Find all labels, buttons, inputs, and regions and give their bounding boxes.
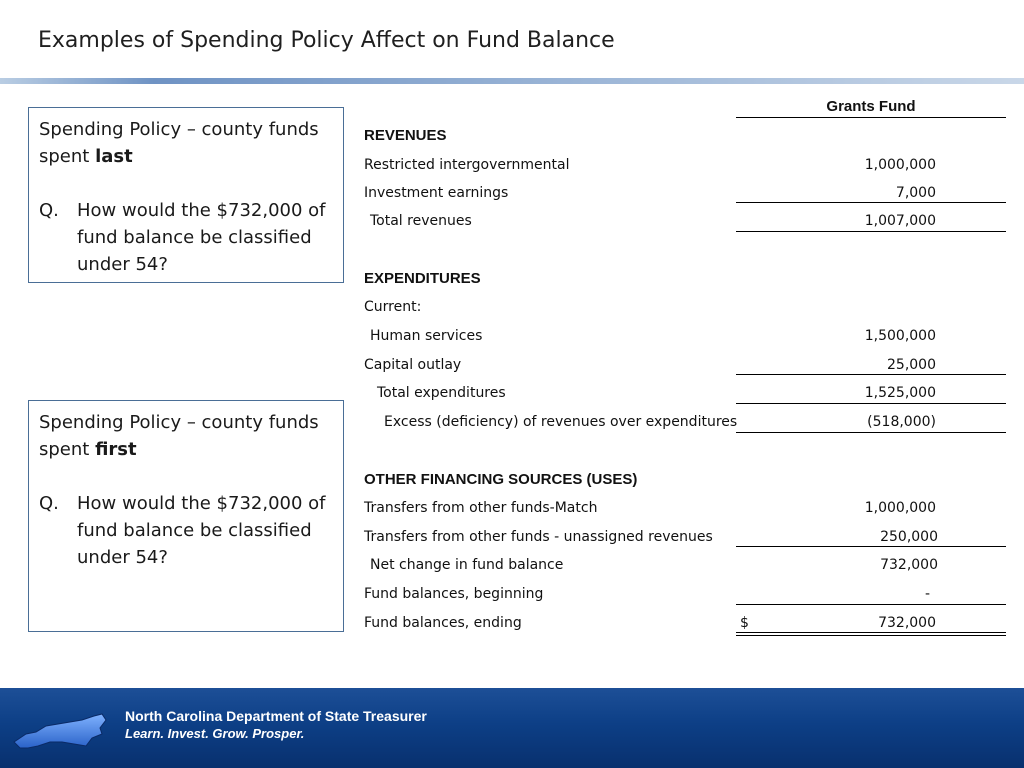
slide-title: Examples of Spending Policy Affect on Fund Balance: [38, 28, 615, 53]
footer-banner: [0, 688, 1024, 768]
policy-line-1: Spending Policy – county funds: [39, 412, 319, 433]
statement-row-current: Current:: [364, 299, 422, 315]
subtotal-rule: [736, 604, 1006, 605]
statement-row-transfer-match: Transfers from other funds-Match 1,000,000: [364, 500, 936, 516]
policy-line-2: spent first: [39, 439, 137, 460]
total-rule: [736, 403, 1006, 404]
statement-row-total-expenditures: Total expenditures 1,525,000: [377, 385, 936, 401]
question-label: Q.: [39, 200, 59, 221]
statement-row-human-services: Human services 1,500,000: [370, 328, 936, 344]
question-row: [39, 490, 333, 571]
subtotal-rule: [736, 374, 1006, 375]
double-total-rule: [736, 632, 1006, 636]
revenues-heading: REVENUES: [364, 127, 447, 144]
statement-row-capital: Capital outlay 25,000: [364, 357, 936, 373]
ofs-heading: OTHER FINANCING SOURCES (USES): [364, 471, 638, 488]
organization-name: North Carolina Department of State Treasurer: [125, 708, 427, 724]
policy-emphasis: last: [95, 146, 133, 167]
policy-box-last: [28, 107, 344, 283]
policy-box-first: [28, 400, 344, 632]
question-label: Q.: [39, 493, 59, 514]
organization-tagline: Learn. Invest. Grow. Prosper.: [125, 726, 305, 741]
statement-row-investment: Investment earnings 7,000: [364, 185, 936, 201]
statement-row-total-revenues: Total revenues 1,007,000: [370, 213, 936, 229]
statement-row-excess: Excess (deficiency) of revenues over expenditures (518,000): [384, 414, 936, 430]
statement-row-net-change: Net change in fund balance 732,000: [370, 557, 938, 573]
currency-symbol: $: [740, 615, 749, 631]
policy-emphasis: first: [95, 439, 137, 460]
north-carolina-map-icon: [12, 702, 108, 754]
policy-line-1: Spending Policy – county funds: [39, 119, 319, 140]
financial-statement: [364, 0, 1024, 680]
question-row: [39, 197, 333, 278]
expenditures-heading: EXPENDITURES: [364, 270, 481, 287]
total-rule: [736, 432, 1006, 433]
statement-row-end: Fund balances, ending $ 732,000: [364, 615, 936, 631]
subtotal-rule: [736, 546, 1006, 547]
column-header: Grants Fund: [736, 97, 1006, 118]
question-text: How would the $732,000 of fund balance be classified under 54?: [77, 493, 326, 568]
question-text: How would the $732,000 of fund balance be classified under 54?: [77, 200, 326, 275]
policy-line-2: spent last: [39, 146, 133, 167]
subtotal-rule: [736, 202, 1006, 203]
statement-row-begin: Fund balances, beginning -: [364, 586, 930, 602]
total-rule: [736, 231, 1006, 232]
statement-row-transfer-unassigned: Transfers from other funds - unassigned revenues 250,000: [364, 529, 938, 545]
statement-row-restricted: Restricted intergovernmental 1,000,000: [364, 157, 936, 173]
